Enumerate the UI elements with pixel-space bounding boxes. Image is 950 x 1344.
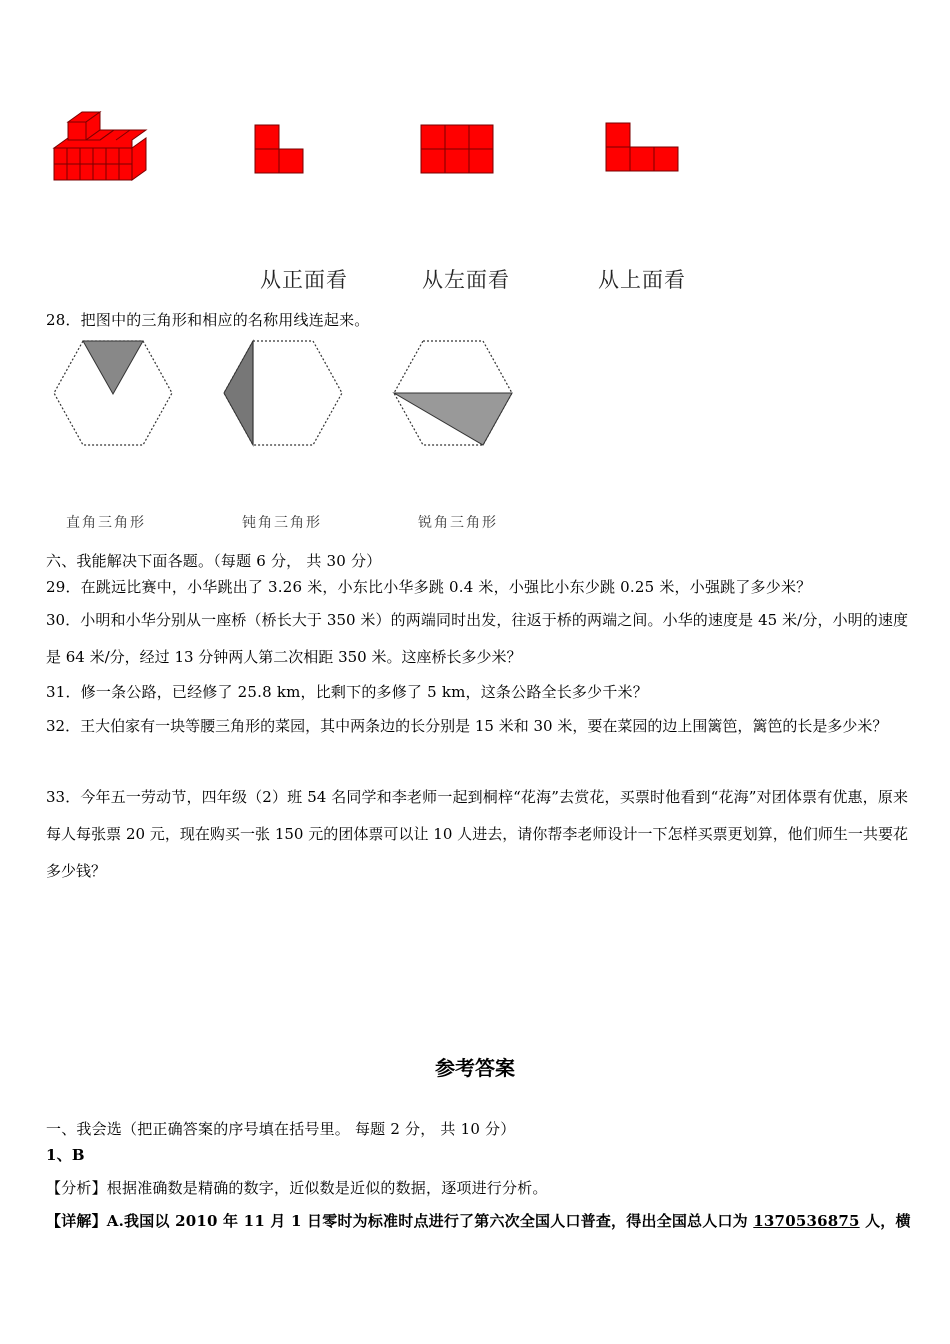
question-29: 29．在跳远比赛中，小华跳出了 3.26 米，小东比小华多跳 0.4 米，小强比小东少跳 0.25 米，小强跳了多少米？ [46,578,812,596]
answer-detail [46,1210,911,1232]
top-view-label: 从上面看 [598,268,686,292]
question-30: 30．小明和小华分别从一座桥（桥长大于 350 米）的两端同时出发，往返于桥的两端之间。小华的速度是 45 米/分，小明的速度是 64 米/分，经过 13 分钟两人第二次相距 350 米。这座桥长多少米？ [46,611,908,666]
cube-figure [50,108,150,184]
hexagon-acute-triangle [390,338,516,448]
answer-section-1: 一、我会选（把正确答案的序号填在括号里。 每题 2 分， 共 10 分） [46,1120,516,1138]
front-view-figure [254,124,306,176]
answer-title: 参考答案 [435,1056,515,1080]
top-view-figure [605,122,681,174]
label-acute-triangle: 锐角三角形 [418,515,498,531]
question-31: 31．修一条公路，已经修了 25.8 km，比剩下的多修了 5 km，这条公路全长多少千米？ [46,683,648,701]
front-view-label: 从正面看 [260,268,348,292]
hexagon-right-triangle [50,338,176,448]
left-view-label: 从左面看 [422,268,510,292]
label-right-triangle: 直角三角形 [66,515,146,531]
label-obtuse-triangle: 钝角三角形 [242,515,322,531]
question-33: 33．今年五一劳动节，四年级（2）班 54 名同学和李老师一起到桐梓“花海”去赏花，买票时他看到“花海”对团体票有优惠，原来每人每张票 20 元，现在购买一张 150 元的团体票可以让 10 人进去，请你帮李老师设计一下怎样买票更划算，他们师生一共要花多少钱？ [46,788,908,880]
question-28: 28．把图中的三角形和相应的名称用线连起来。 [46,311,370,329]
detail-prefix: 【详解】A.我国以 2010 年 11 月 1 日零时为标准时点进行了第六次全国人口普查，得出全国总人口为 [46,1212,754,1230]
answer-1: 1、B [46,1146,85,1164]
left-view-figure [420,124,496,174]
hexagon-obtuse-triangle [220,338,346,448]
detail-number: 1370536875 [753,1212,860,1230]
answer-analysis: 【分析】根据准确数是精确的数字，近似数是近似的数据，逐项进行分析。 [46,1179,548,1197]
question-32: 32．王大伯家有一块等腰三角形的菜园，其中两条边的长分别是 15 米和 30 米，要在菜园的边上围篱笆，篱笆的长是多少米？ [46,717,888,735]
section-6-title: 六、我能解决下面各题。（每题 6 分， 共 30 分） [46,552,382,570]
detail-suffix: 人，横 [859,1212,911,1230]
